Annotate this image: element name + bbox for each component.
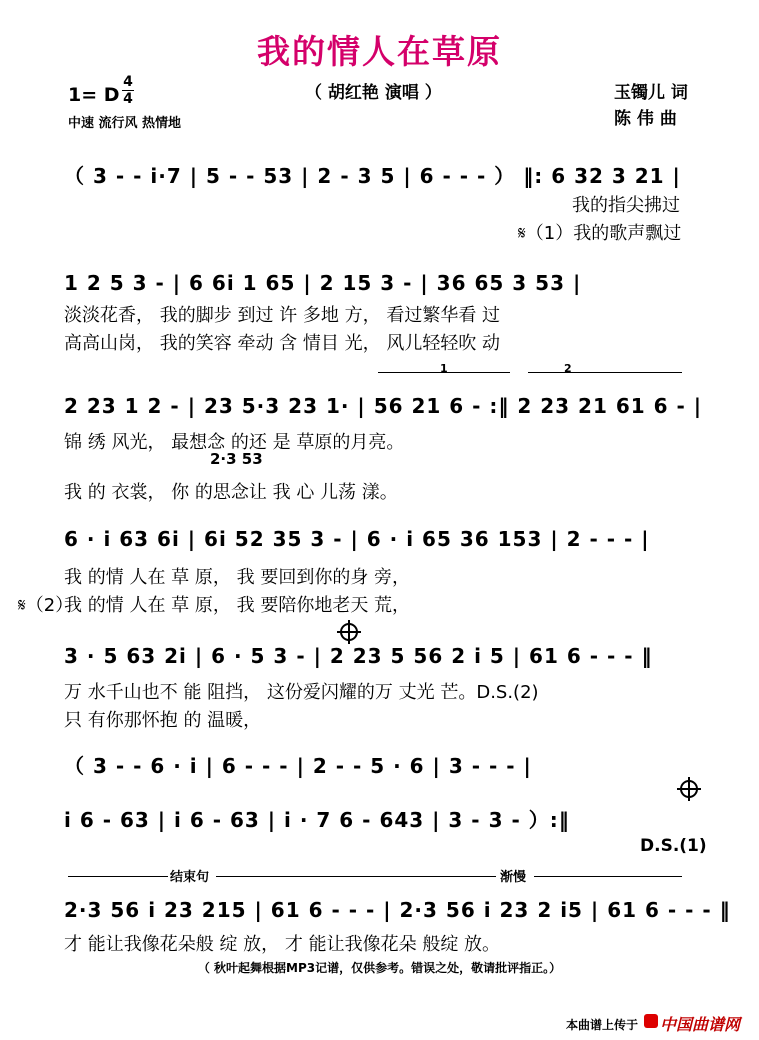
- lyricist-credit: 玉镯儿 词: [614, 83, 688, 103]
- song-title: 我的情人在草原: [257, 32, 502, 71]
- time-bottom: 4: [123, 91, 133, 107]
- volta-2-label: 2: [564, 362, 572, 375]
- upload-text: 本曲谱上传于: [566, 1018, 639, 1032]
- row-3-lyric-1: 锦 绣 风光， 最想念 的还 是 草原的月亮。: [64, 432, 405, 453]
- row-4-lyric-2: 我 的情 人在 草 原， 我 要陪你地老天 荒，: [64, 595, 411, 616]
- score-row-1: （ 3 - - i·7 | 5 - - 53 | 2 - 3 5 | 6 - - - ） ‖: 6 32 3 21 |: [64, 164, 681, 188]
- composer-credit: 陈 伟 曲: [614, 109, 677, 129]
- score-row-6: （ 3 - - 6 · i | 6 - - - | 2 - - 5 · 6 | 3 - - - |: [64, 754, 532, 778]
- rit-line: [534, 876, 682, 877]
- coda-sign: [340, 623, 358, 641]
- ds-1-mark: D.S.(1): [640, 836, 707, 856]
- site-logo-text[interactable]: 中国曲谱网: [660, 1015, 741, 1034]
- row-1-lyric-2: 𝄋（1）我的歌声飘过: [518, 223, 682, 244]
- row-4-segno-2: 𝄋（2）: [18, 595, 74, 616]
- score-row-8: 2·3 56 i 23 215 | 61 6 - - - | 2·3 56 i 23 2 i5 | 61 6 - - - ‖: [64, 898, 731, 922]
- row-3-lyric-2: 我 的 衣裳， 你 的思念让 我 心 儿荡 漾。: [64, 482, 398, 503]
- volta-2-bracket: [528, 372, 682, 373]
- time-top: 4: [123, 74, 133, 90]
- row-4-lyric-1: 我 的情 人在 草 原， 我 要回到你的身 旁，: [64, 567, 411, 588]
- ending-line-left: [68, 876, 168, 877]
- key-signature: 1= D: [68, 84, 120, 106]
- row-3-alt-notes: 2·3 53: [210, 450, 263, 468]
- row-2-lyric-1: 淡淡花香， 我的脚步 到过 许 多地 方， 看过繁华看 过: [64, 305, 501, 326]
- score-row-4: 6 · i 63 6i | 6i 52 35 3 - | 6 · i 65 36 153 | 2 - - - |: [64, 527, 650, 551]
- rit-label: 渐慢: [500, 870, 527, 885]
- score-row-7: i 6 - 63 | i 6 - 63 | i · 7 6 - 643 | 3 - 3 - ）:‖: [64, 808, 570, 832]
- ending-label: 结束句: [170, 870, 210, 885]
- time-signature: [122, 74, 134, 107]
- score-row-3: 2 23 1 2 - | 23 5·3 23 1· | 56 21 6 - :‖ 2 23 21 61 6 - |: [64, 394, 703, 418]
- tempo-marking: 中速 流行风 热情地: [68, 116, 182, 131]
- row-1-lyric-1: 我的指尖拂过: [572, 195, 680, 216]
- row-5-lyric-1: 万 水千山也不 能 阻挡， 这份爱闪耀的万 丈光 芒。D.S.(2): [64, 682, 539, 703]
- singer-credit: （ 胡红艳 演唱 ）: [305, 83, 442, 103]
- row-8-lyric: 才 能让我像花朵般 绽 放， 才 能让我像花朵 般绽 放。: [64, 934, 501, 955]
- site-logo-icon: [644, 1014, 658, 1028]
- score-row-2: 1 2 5 3 - | 6 6i 1 65 | 2 15 3 - | 36 65 3 53 |: [64, 271, 582, 295]
- score-row-5: 3 · 5 63 2i | 6 · 5 3 - | 2 23 5 56 2 i 5 | 61 6 - - - ‖: [64, 644, 653, 668]
- ending-line-right: [216, 876, 496, 877]
- row-2-lyric-2: 高高山岗， 我的笑容 牵动 含 情目 光， 风儿轻轻吹 动: [64, 333, 501, 354]
- coda-sign-2: [680, 780, 698, 798]
- volta-1-label: 1: [440, 362, 448, 375]
- row-5-lyric-2: 只 有你那怀抱 的 温暖，: [64, 710, 262, 731]
- footnote: （ 秋叶起舞根据MP3记谱，仅供参考。错误之处，敬请批评指正。）: [197, 961, 562, 975]
